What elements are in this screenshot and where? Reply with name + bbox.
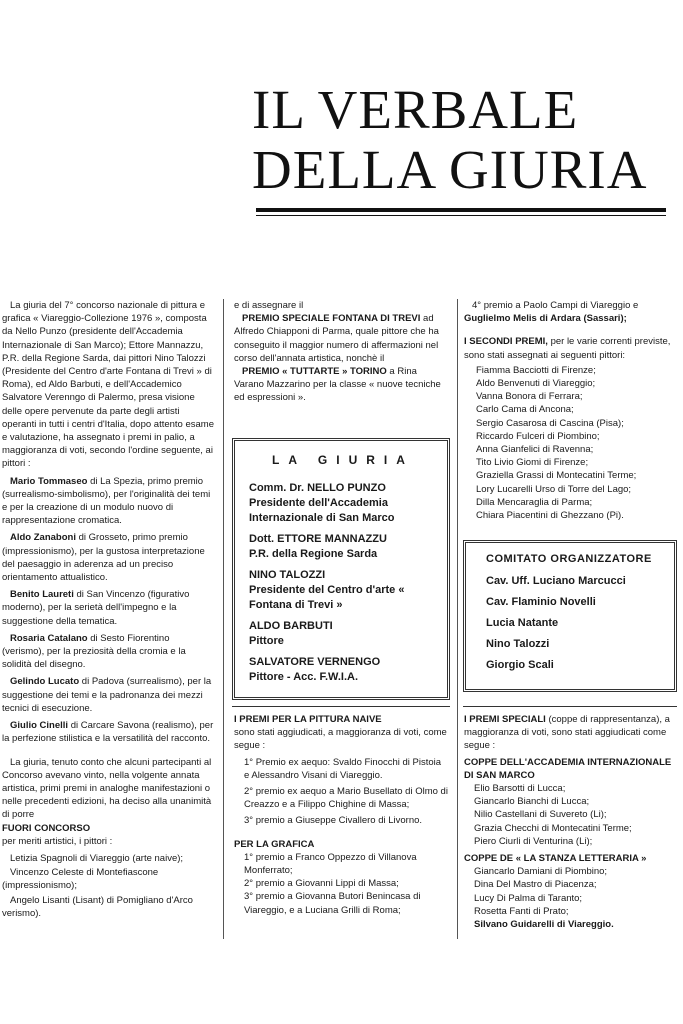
award-name: Aldo Zanaboni [10, 532, 76, 544]
list-item: Vincenzo Celeste di Montefiascone (impressionismo); [2, 867, 159, 892]
jury-member: ALDO BARBUTI Pittore [249, 620, 333, 647]
column-divider [223, 299, 224, 939]
list-item: Piero Ciurli di Venturina (Li); [474, 835, 593, 847]
list-item: Grazia Checchi di Montecatini Terme; [474, 822, 632, 834]
jury-member: SALVATORE VERNENGO Pittore - Acc. F.W.I.A. [249, 656, 381, 683]
award-paragraph: Rosaria Catalano di Sesto Fiorentino (verismo), per la preziosità della cromia e la solidità del disegno. [2, 632, 186, 671]
paragraph: PREMIO « TUTTARTE » TORINO a Rina Varano Mazzarino per la classe « nuove tecniche ed espressioni ». [234, 366, 441, 404]
list-item: Giancarlo Damiani di Piombino; [474, 866, 608, 878]
jury-member: Dott. ETTORE MANNAZZU P.R. della Regione Sarda [249, 533, 387, 560]
list-item: Dina Del Mastro di Piacenza; [474, 879, 597, 891]
committee-heading: COMITATO ORGANIZZATORE [486, 553, 652, 565]
paragraph: e di assegnare il [234, 300, 304, 311]
outro-paragraph: La giuria, tenuto conto che alcuni partecipanti al Concorso avevano vinto, nella volgente annata artistica, primi premi in analoghe manifestazioni o nelle precedenti edizioni, ha deciso alla unanimità di porre [2, 756, 212, 821]
list-item: Vanna Bonora di Ferrara; [476, 391, 583, 403]
jury-heading: LA GIURIA [272, 453, 414, 467]
list-item: Aldo Benvenuti di Viareggio; [476, 378, 596, 390]
committee-member: Cav. Uff. Luciano Marcucci [486, 575, 626, 587]
list-item: Letizia Spagnoli di Viareggio (arte naive); [10, 852, 184, 864]
list-item: Anna Gianfelici di Ravenna; [476, 444, 594, 456]
award-paragraph: Benito Laureti di San Vincenzo (figurativo moderno), per la serietà dell'impegno e la suggestione della tematica. [2, 589, 190, 627]
list-item: 1° premio a Franco Oppezzo di Villanova Monferrato; [244, 851, 417, 877]
secondi-paragraph: I SECONDI PREMI, per le varie correnti previste, sono stati assegnati ai seguenti pittori: [464, 336, 671, 361]
list-item: 3° premio a Giovanna Butori Benincasa di Viareggio, e a Luciana Grilli di Roma; [244, 891, 421, 916]
paragraph: sono stati aggiudicati, a maggioranza di voti, come segue : [234, 727, 447, 752]
committee-member: Cav. Flaminio Novelli [486, 596, 596, 608]
section-rule [232, 706, 450, 707]
title-line-1: IL VERBALE [252, 79, 579, 140]
speciali-section [464, 713, 678, 931]
list-item: Sergio Casarosa di Cascina (Pisa); [476, 417, 624, 429]
list-item: Nilio Castellani di Suvereto (Li); [474, 809, 607, 821]
section-rule [463, 706, 677, 707]
column-middle [234, 299, 448, 409]
fuori-tail: per meriti artistici, i pittori : [2, 835, 113, 847]
list-item: Carlo Cama di Ancona; [476, 404, 574, 416]
list-item: Elio Barsotti di Lucca; [474, 783, 566, 795]
award-name: Giulio Cinelli [10, 720, 69, 732]
coppe-list [464, 782, 678, 848]
section-heading: COPPE DE « LA STANZA LETTERARIA » [464, 853, 647, 865]
page-title [252, 80, 672, 200]
intro-paragraph: La giuria del 7° concorso nazionale di pittura e grafica « Viareggio-Collezione 1976 », composta da Nello Punzo (presidente dell'Accademia Internazionale di San Marco); Ettore Mannazzu, P.R. della Regione Sarda, dai pittori Nino Talozzi (Presidente del Centro d'arte Fontana di Trevi » di Roma), ed Aldo Barbuti, e dell'Accademico Salvatore Verenngo di Palermo, presa visione delle opere pervenute da parte degli artisti operanti in tutti i centri d'Italia, dopo attento esame e valutazione, ha assegnato i premi in palio, a maggioranza di voti, secondo l'ordine seguente, ai pittori : [2, 300, 214, 470]
list-item: Lory Lucarelli Urso di Torre del Lago; [476, 483, 632, 495]
list-item: Riccardo Fulceri di Piombino; [476, 430, 600, 442]
list-item: 2° premio a Giovanni Lippi di Massa; [244, 878, 399, 890]
list-item: Chiara Piacentini di Ghezzano (Pi). [476, 510, 624, 522]
list-item: Rosetta Fanti di Prato; [474, 905, 569, 917]
award-paragraph: Gelindo Lucato di Padova (surrealismo), per la suggestione dei temi e la padronanza dei mezzi tecnici di esecuzione. [2, 676, 212, 714]
award-name: Rosaria Catalano [10, 632, 88, 644]
column-right [464, 299, 678, 522]
list-item: 2° premio ex aequo a Mario Busellato di Olmo di Creazzo e a Filippo Chighine di Massa; [244, 786, 448, 811]
title-rule-thin [256, 215, 666, 216]
column-left [2, 299, 214, 924]
list-item: Tito Livio Giomi di Firenze; [476, 457, 589, 469]
fuori-heading: FUORI CONCORSO [2, 822, 91, 834]
award-name: Mario Tommaseo [10, 475, 88, 487]
jury-box [232, 438, 450, 700]
title-rule-thick [256, 208, 666, 212]
secondi-list [464, 364, 678, 522]
committee-member: Giorgio Scali [486, 659, 554, 671]
section-heading: PER LA GRAFICA [234, 838, 315, 850]
paragraph: 4° premio a Paolo Campi di Viareggio e [472, 300, 639, 311]
list-item: Fiamma Bacciotti di Firenze; [476, 364, 596, 376]
award-name: Gelindo Lucato [10, 676, 80, 688]
title-line-2: DELLA GIURIA [252, 139, 648, 200]
list-item: 1° Premio ex aequo: Svaldo Finocchi di Pistoia e Alessandro Visani di Viareggio. [244, 756, 442, 781]
award-paragraph: Aldo Zanaboni di Grosseto, primo premio (impressionismo), per la gustosa interpretazione del paesaggio in aderenza ad un preciso orientamento attualistico. [2, 532, 205, 584]
list-item: Giancarlo Bianchi di Lucca; [474, 796, 590, 808]
column-divider [457, 299, 458, 939]
award-name: Benito Laureti [10, 589, 74, 601]
committee-box [463, 540, 677, 692]
jury-member: NINO TALOZZI Presidente del Centro d'arte « Fontana di Trevi » [249, 569, 405, 611]
committee-member: Nino Talozzi [486, 638, 550, 650]
paragraph: PREMIO SPECIALE FONTANA DI TREVI ad Alfredo Chiapponi di Parma, quale pittore che ha conseguito il maggior numero di affermazioni nel corso dell'annata artistica, nonchè il [234, 313, 439, 364]
section-heading: I PREMI PER LA PITTURA NAIVE [234, 714, 382, 725]
jury-member: Comm. Dr. NELLO PUNZO Presidente dell'Accademia Internazionale di San Marco [249, 482, 395, 524]
committee-member: Lucia Natante [486, 617, 559, 629]
list-item: Angelo Lisanti (Lisant) di Pomigliano d'Arco verismo). [2, 894, 193, 919]
award-paragraph: Giulio Cinelli di Carcare Savona (realismo), per la perfezione stilistica e la versatilità del racconto. [2, 720, 214, 745]
list-item: Dilla Mencaraglia di Parma; [476, 496, 593, 508]
paragraph: I PREMI SPECIALI (coppe di rappresentanza), a maggioranza di voti, sono stati aggiudicati come segue : [464, 714, 670, 752]
section-heading: COPPE DELL'ACCADEMIA INTERNAZIONALE DI SAN MARCO [464, 756, 672, 781]
award-paragraph: Mario Tommaseo di La Spezia, primo premio (surrealismo-simbolismo), per l'originalità dei temi e per la creazione di un modulo nuovo di rappresentazione cromatica. [2, 475, 211, 527]
list-item: Lucy Di Palma di Taranto; [474, 892, 583, 904]
paragraph: Guglielmo Melis di Ardara (Sassari); [464, 313, 627, 325]
coppe-list [464, 865, 678, 931]
naive-section [234, 713, 448, 920]
list-item: Silvano Guidarelli di Viareggio. [474, 919, 614, 931]
list-item: Graziella Grassi di Montecatini Terme; [476, 470, 637, 482]
list-item: 3° premio a Giuseppe Civallero di Livorno. [244, 815, 423, 827]
